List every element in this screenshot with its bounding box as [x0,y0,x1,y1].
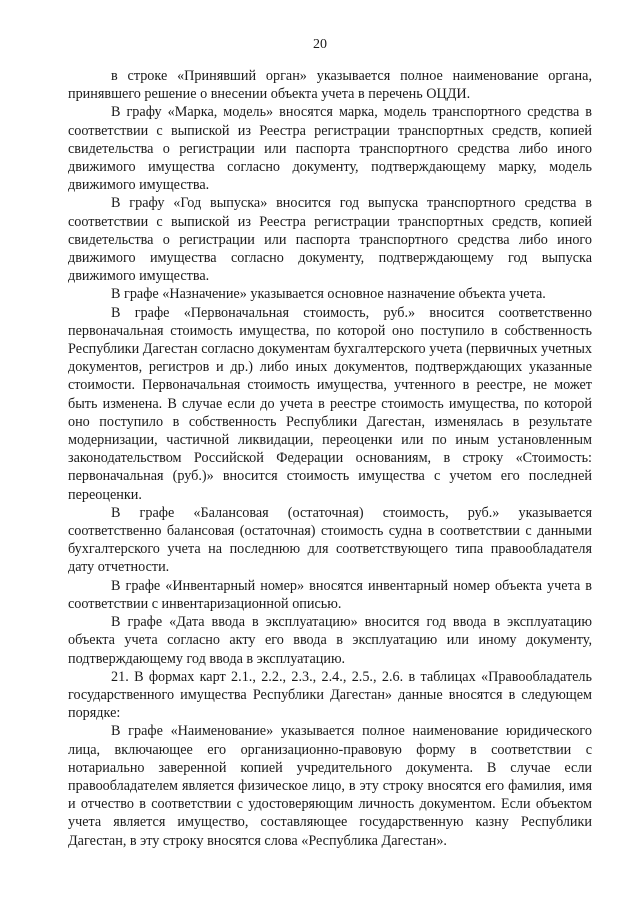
document-body [68,67,592,850]
paragraph-section-21: 21. В формах карт 2.1., 2.2., 2.3., 2.4., 2.5., 2.6. в таблицах «Правообладатель государственного имущества Республики Дагестан» данные вносятся в следующем порядке: [68,668,592,722]
page-number: 20 [313,37,327,52]
paragraph-year-of-manufacture: В графу «Год выпуска» вносится год выпуска транспортного средства в соответствии с выпиской из Реестра регистрации транспортных средств, копией свидетельства о регистрации или паспорта транспортного средства либо иного движимого имущества согласно документу, подтверждающему год выпуска движимого имущества. [68,195,592,285]
paragraph-commissioning-date: В графе «Дата ввода в эксплуатацию» вносится год ввода в эксплуатацию объекта учета согласно акту его ввода в эксплуатацию или иному документу, подтверждающему год ввода в эксплуатацию. [68,614,592,667]
paragraph-balance-value: В графе «Балансовая (остаточная) стоимость, руб.» указывается соответственно балансовая (остаточная) стоимость судна в соответствии с данными бухгалтерского учета на последнюю для соответствующего типа правообладателя дату отчетности. [68,504,592,576]
paragraph-purpose: В графе «Назначение» указывается основное назначение объекта учета. [111,286,546,303]
paragraph-make-model: В графу «Марка, модель» вносятся марка, модель транспортного средства в соответствии с выпиской из Реестра регистрации транспортных средств, копией свидетельства о регистрации или паспорта транспортного средства либо иного движимого имущества согласно документу, подтверждающему марку, модель движимого имущества. [68,104,592,194]
paragraph-holder-name: В графе «Наименование» указывается полное наименование юридического лица, включающее его организационно-правовую форму в соответствии с нотариально заверенной копией учредительного документа. В случае если правообладателем является физическое лицо, в эту строку вносятся его фамилия, имя и отчество в соответствии с удостоверяющим личность документом. Если объектом учета является имущество, составляющее государственную казну Республики Дагестан, в эту строку вносятся слова «Республика Дагестан». [68,723,592,849]
paragraph-initial-cost: В графе «Первоначальная стоимость, руб.» вносится соответственно первоначальная стоимость имущества, по которой оно поступило в собственность Республики Дагестан согласно документам бухгалтерского учета (первичных учетных документов, регистров и др.) либо иных документов, подтверждающих указанные стоимости. Первоначальная стоимость имущества, учтенного в реестре, не может быть изменена. В случае если до учета в реестре стоимость имущества, по которой оно поступило в собственность Республики Дагестан, изменялась в результате модернизации, частичной ликвидации, переоценки или по иным установленным законодательством Российской Федерации основаниям, в строку «Стоимость: первоначальная (руб.)» вносится стоимость имущества с учетом его последней переоценки. [68,304,592,503]
paragraph-accepting-authority: в строке «Принявший орган» указывается полное наименование органа, принявшего решение о внесении объекта учета в перечень ОЦДИ. [68,68,592,103]
paragraph-inventory-number: В графе «Инвентарный номер» вносятся инвентарный номер объекта учета в соответствии с инвентаризационной описью. [68,577,592,612]
